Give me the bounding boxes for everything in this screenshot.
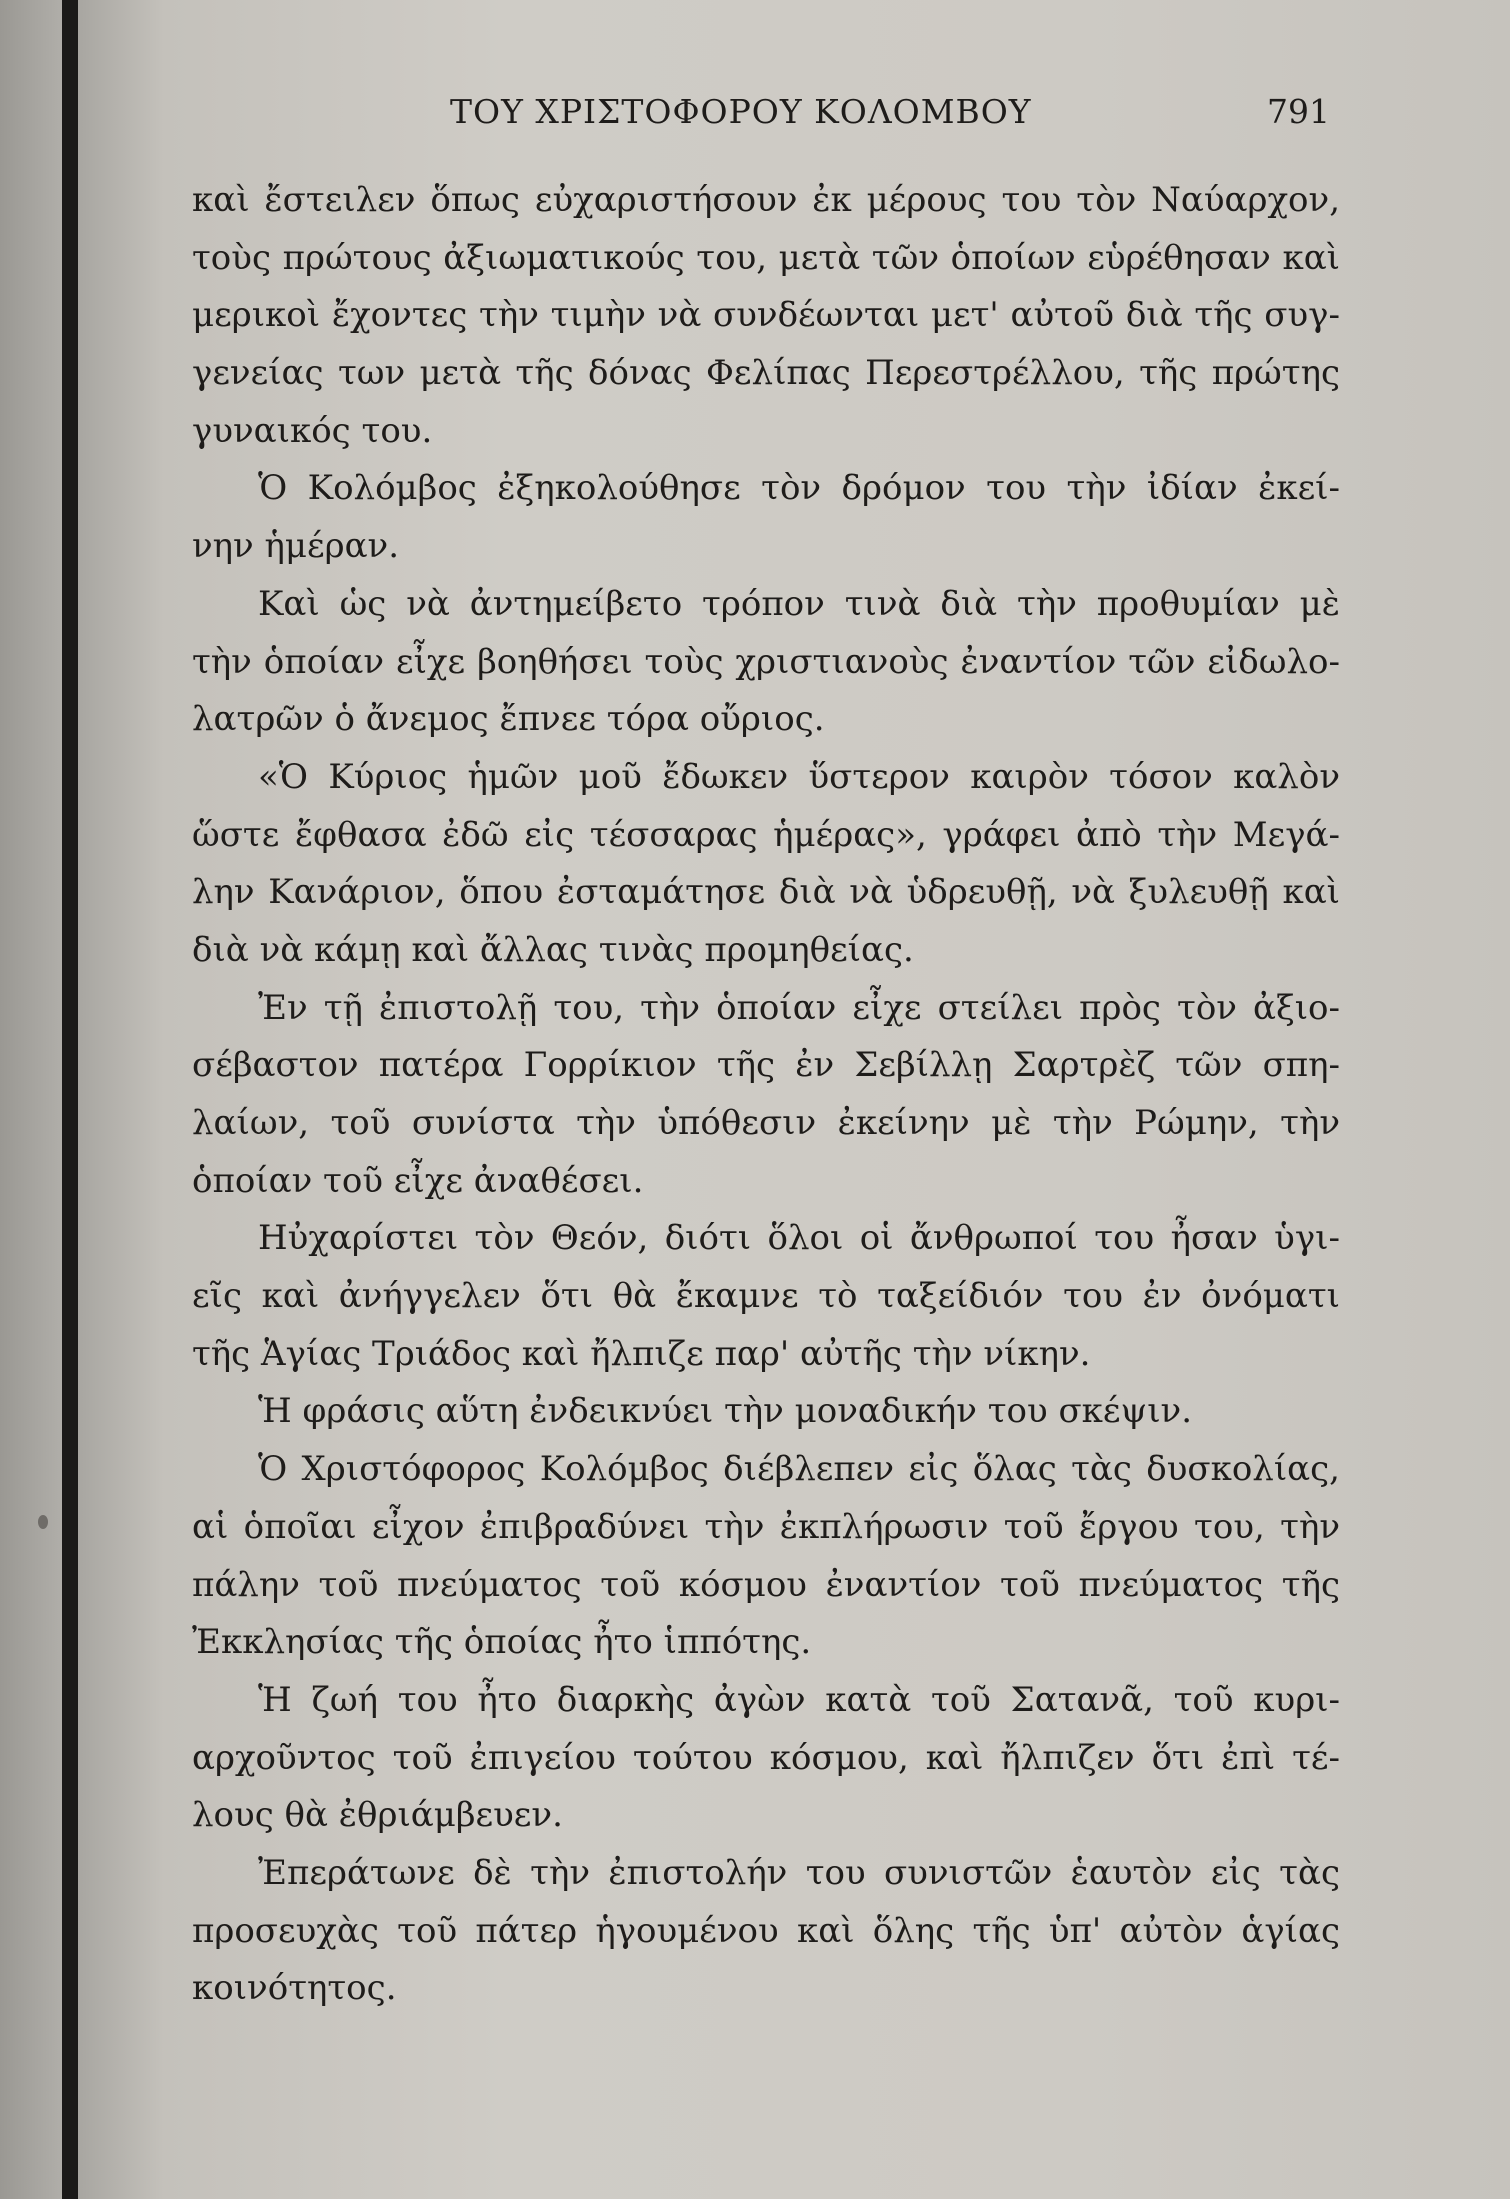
text-line: τὴν ὁποίαν εἶχε βοηθήσει τοὺς χριστιανοὺς ἐναντίον τῶν εἰδωλο-: [192, 641, 1340, 682]
text-line: νην ἡμέραν.: [192, 526, 400, 567]
text-line: Ἐπεράτωνε δὲ τὴν ἐπιστολήν του συνιστῶν ἑαυτὸν εἰς τὰς: [258, 1852, 1340, 1893]
text-line: κοινότητος.: [192, 1968, 397, 2009]
text-line: γυναικός του.: [192, 410, 433, 451]
text-line: αρχοῦντος τοῦ ἐπιγείου τούτου κόσμου, καὶ ἤλπιζεν ὅτι ἐπὶ τέ-: [192, 1737, 1340, 1778]
text-line: διὰ νὰ κάμῃ καὶ ἄλλας τινὰς προμηθείας.: [192, 929, 914, 970]
page-header: [180, 92, 1330, 142]
text-line: τοὺς πρώτους ἀξιωματικούς του, μετὰ τῶν ὁποίων εὑρέθησαν καὶ: [192, 237, 1340, 278]
text-line: σέβαστον πατέρα Γορρίκιον τῆς ἐν Σεβίλλῃ Σαρτρὲζ τῶν σπη-: [192, 1045, 1340, 1086]
text-line: λους θὰ ἐθριάμβευεν.: [192, 1795, 563, 1836]
text-line: Ἡ ζωή του ἦτο διαρκὴς ἀγὼν κατὰ τοῦ Σατανᾶ, τοῦ κυρι-: [258, 1679, 1340, 1720]
text-line: αἱ ὁποῖαι εἶχον ἐπιβραδύνει τὴν ἐκπλήρωσιν τοῦ ἔργου του, τὴν: [192, 1506, 1340, 1547]
text-line: λην Κανάριον, ὅπου ἐσταμάτησε διὰ νὰ ὑδρευθῇ, νὰ ξυλευθῇ καὶ: [192, 872, 1340, 913]
text-line: Ἐκκλησίας τῆς ὁποίας ἦτο ἱππότης.: [192, 1622, 812, 1663]
text-line: «Ὁ Κύριος ἡμῶν μοῦ ἔδωκεν ὕστερον καιρὸν τόσον καλὸν: [258, 756, 1340, 797]
text-line: εῖς καὶ ἀνήγγελεν ὅτι θὰ ἔκαμνε τὸ ταξείδιόν του ἐν ὀνόματι: [192, 1276, 1340, 1317]
text-line: ὁποίαν τοῦ εἶχε ἀναθέσει.: [192, 1160, 644, 1201]
running-head: ΤΟΥ ΧΡΙΣΤΟΦΟΡΟΥ ΚΟΛΟΜΒΟΥ: [450, 92, 1032, 131]
text-line: λατρῶν ὁ ἄνεμος ἔπνεε τόρα οὔριος.: [192, 699, 825, 740]
text-line: Ὁ Χριστόφορος Κολόμβος διέβλεπεν εἰς ὅλας τὰς δυσκολίας,: [258, 1449, 1340, 1490]
text-line: προσευχὰς τοῦ πάτερ ἡγουμένου καὶ ὅλης τῆς ὑπ' αὐτὸν ἁγίας: [192, 1910, 1340, 1951]
text-line: Ὁ Κολόμβος ἐξηκολούθησε τὸν δρόμον του τὴν ἰδίαν ἐκεί-: [258, 468, 1340, 509]
text-line: πάλην τοῦ πνεύματος τοῦ κόσμου ἐναντίον τοῦ πνεύματος τῆς: [192, 1564, 1340, 1605]
paper-blemish: [38, 1515, 48, 1529]
text-line: μερικοὶ ἔχοντες τὴν τιμὴν νὰ συνδέωνται μετ' αὐτοῦ διὰ τῆς συγ-: [192, 295, 1340, 336]
text-line: λαίων, τοῦ συνίστα τὴν ὑπόθεσιν ἐκείνην μὲ τὴν Ρώμην, τὴν: [192, 1103, 1340, 1143]
text-line: γενείας των μετὰ τῆς δόνας Φελίπας Περεστρέλλου, τῆς πρώτης: [192, 353, 1340, 394]
text-line: Ηὐχαρίστει τὸν Θεόν, διότι ὅλοι οἱ ἄνθρωποί του ἦσαν ὑγι-: [258, 1218, 1340, 1259]
text-line: Ἡ φράσις αὕτη ἐνδεικνύει τὴν μοναδικήν του σκέψιν.: [258, 1391, 1193, 1432]
text-line: καὶ ἔστειλεν ὅπως εὐχαριστήσουν ἐκ μέρους του τὸν Ναύαρχον,: [192, 180, 1340, 220]
text-line: τῆς Ἁγίας Τριάδος καὶ ἤλπιζε παρ' αὐτῆς τὴν νίκην.: [192, 1333, 1091, 1374]
text-line: ὥστε ἔφθασα ἐδῶ εἰς τέσσαρας ἡμέρας», γράφει ἀπὸ τὴν Μεγά-: [192, 814, 1340, 855]
book-gutter: [0, 0, 70, 2199]
book-spine-shadow: [62, 0, 78, 2199]
body-text: [192, 172, 1340, 2018]
text-line: Ἐν τῇ ἐπιστολῇ του, τὴν ὁποίαν εἶχε στείλει πρὸς τὸν ἀξιο-: [258, 987, 1340, 1028]
text-line: Καὶ ὡς νὰ ἀντημείβετο τρόπον τινὰ διὰ τὴν προθυμίαν μὲ: [258, 583, 1340, 624]
page-number: 791: [1267, 92, 1330, 131]
